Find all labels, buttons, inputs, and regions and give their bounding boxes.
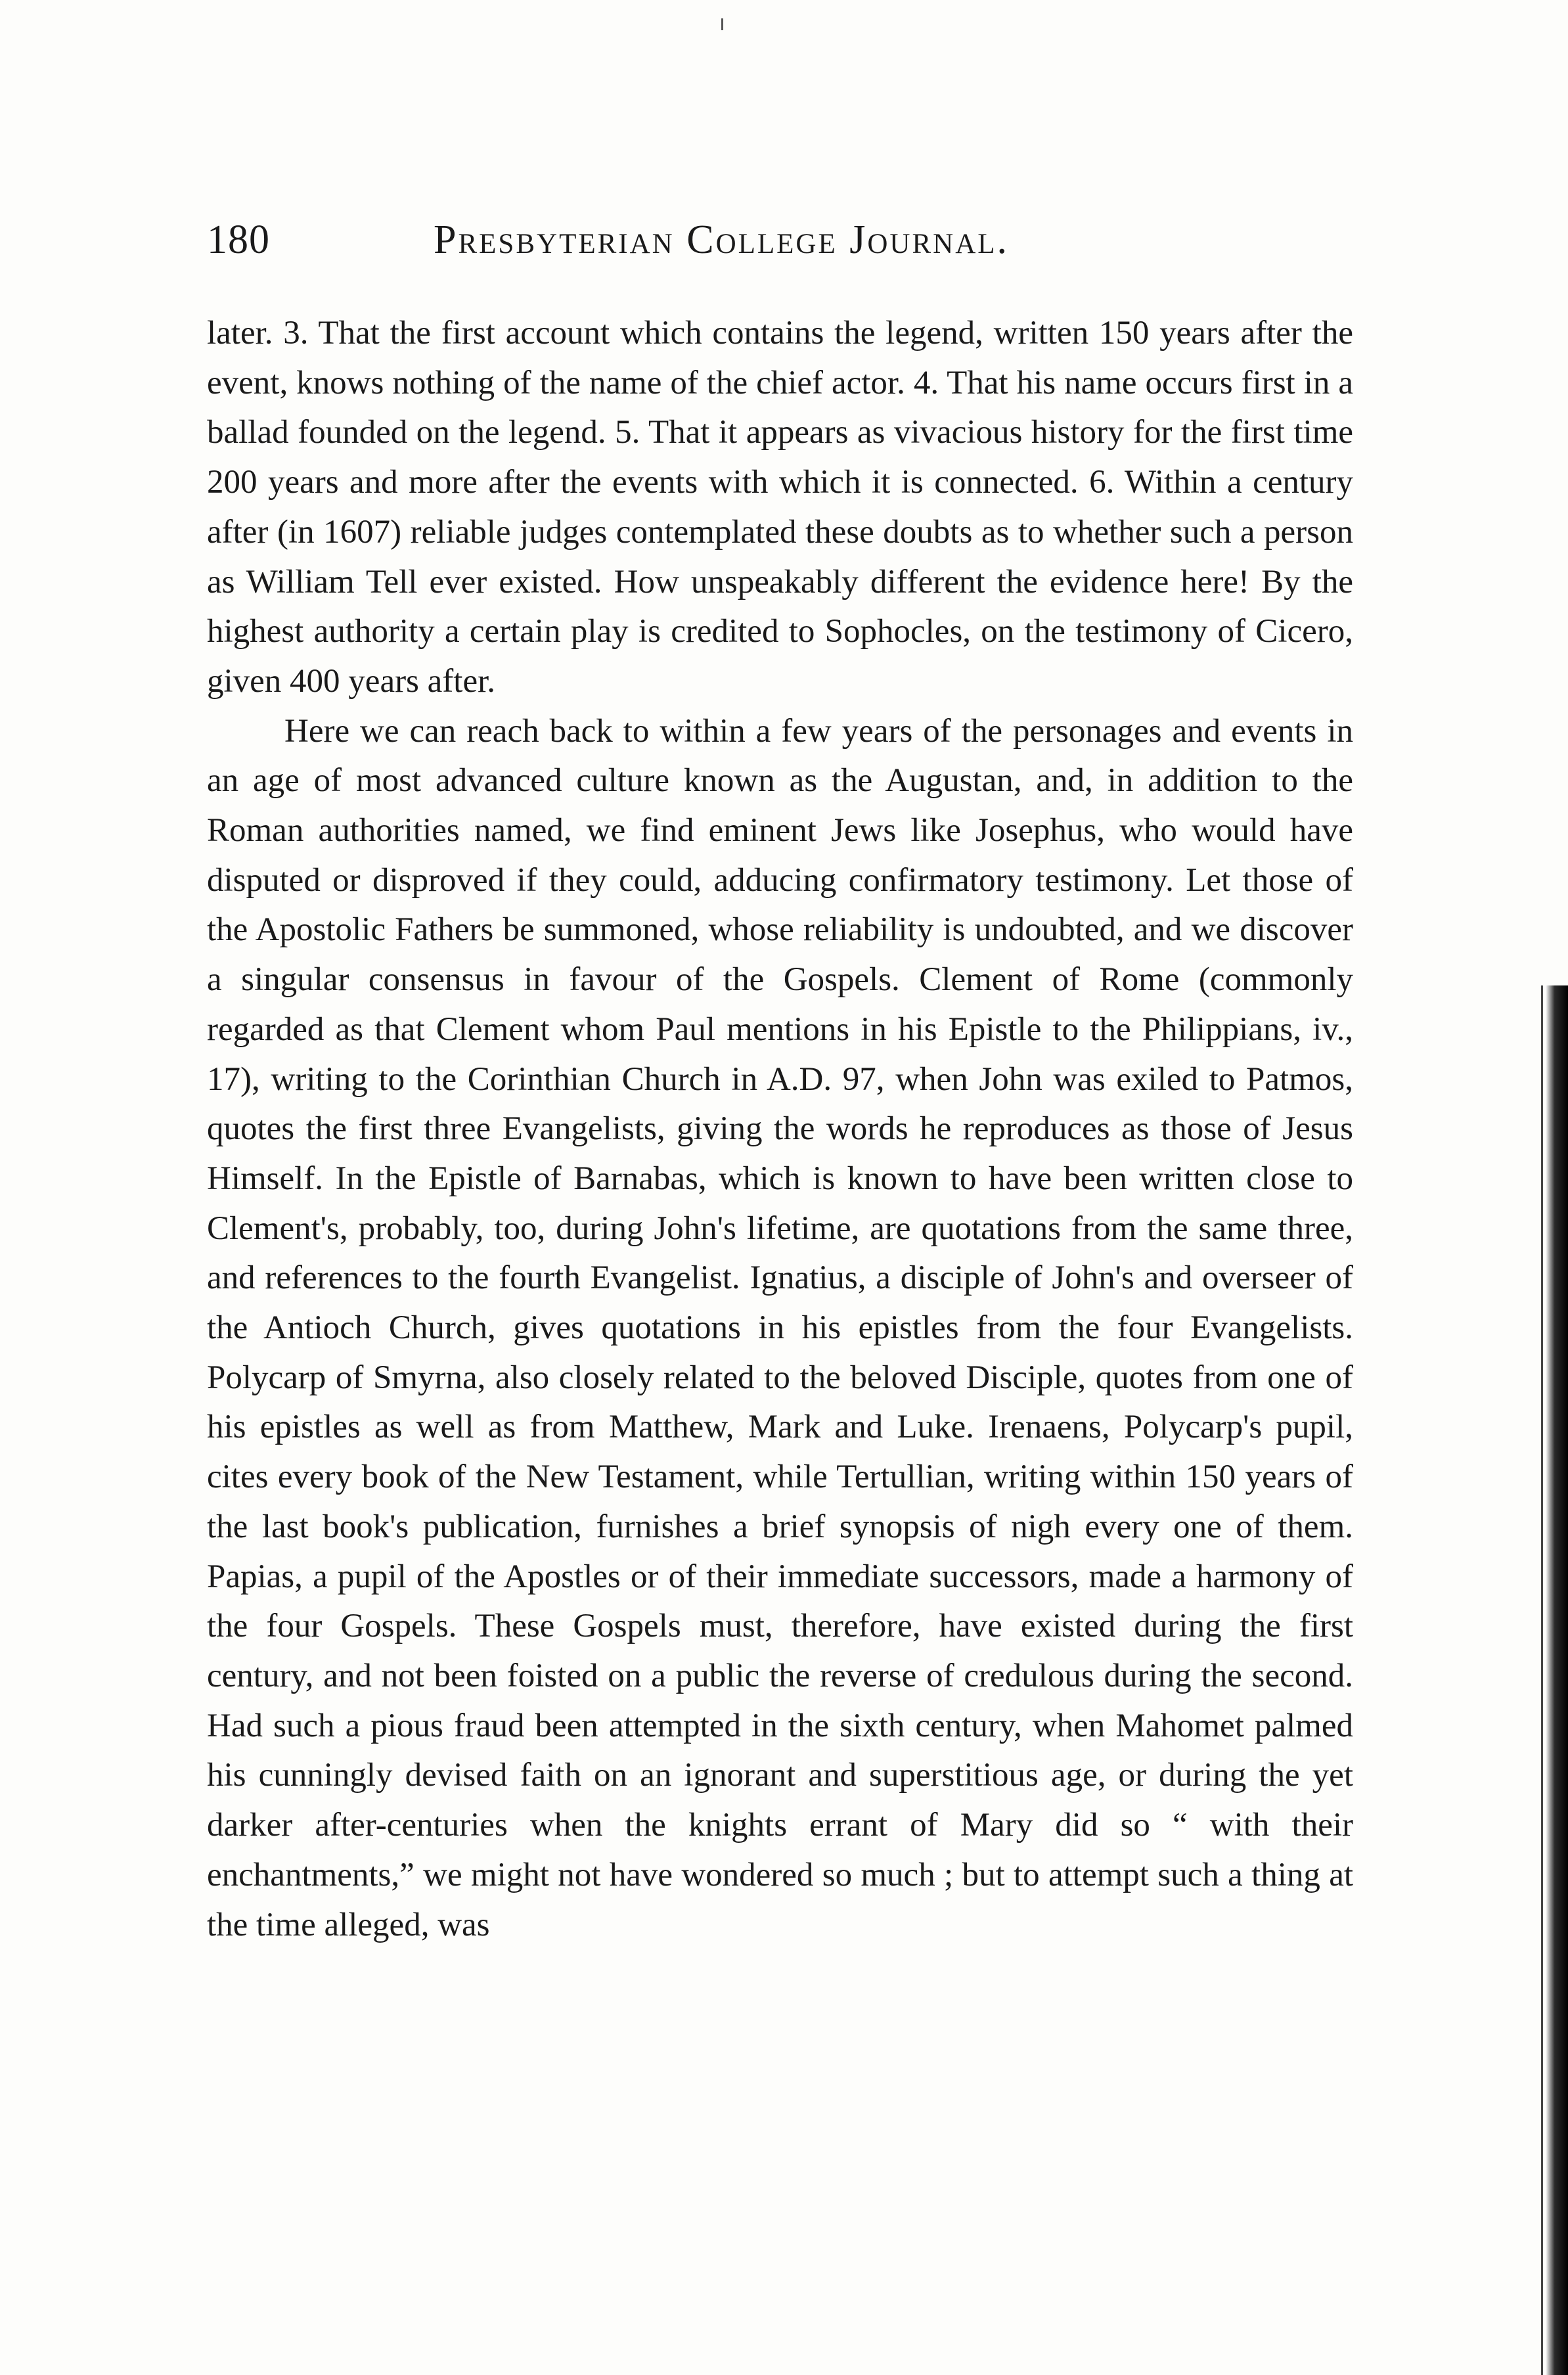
scan-edge-line — [1541, 985, 1543, 2375]
running-header — [207, 210, 1363, 269]
journal-title: Presbyterian College Journal. — [434, 217, 1010, 262]
scan-edge-shadow — [1546, 985, 1568, 2375]
page-number: 180 — [207, 217, 270, 262]
body-text — [207, 309, 1353, 1950]
scan-mark — [721, 18, 723, 30]
paragraph-1: later. 3. That the first account which contains the legend, written 150 years after the event, knows nothing of the name of the chief actor. 4. That his name occurs first in a ballad founded on the legend. 5. That it appears as vivacious history for the first time 200 years and more after the events with which it is connected. 6. Within a century after (in 1607) reliable judges contemplated these doubts as to whether such a person as William Tell ever existed. How unspeakably different the evidence here! By the highest authority a certain play is credited to Sophocles, on the testimony of Cicero, given 400 years after. — [207, 315, 1353, 700]
paragraph-2: Here we can reach back to within a few years of the personages and events in an age of most advanced culture known as the Augustan, and, in addition to the Roman authorities named, we find eminent Jews like Josephus, who would have disputed or disproved if they could, adducing confirmatory testimony. Let those of the Apostolic Fathers be summoned, whose reliability is undoubted, and we discover a singular consensus in favour of the Gospels. Clement of Rome (commonly regarded as that Clement whom Paul mentions in his Epistle to the Philippians, iv., 17), writing to the Corinthian Church in A.D. 97, when John was exiled to Patmos, quotes the first three Evangelists, giving the words he reproduces as those of Jesus Himself. In the Epistle of Barnabas, which is known to have been written close to Clement's, probably, too, during John's lifetime, are quotations from the same three, and references to the fourth Evangelist. Ignatius, a disciple of John's and overseer of the Antioch Church, gives quotations in his epistles from the four Evangelists. Polycarp of Smyrna, also closely related to the beloved Disciple, quotes from one of his epistles as well as from Matthew, Mark and Luke. Irenaens, Polycarp's pupil, cites every book of the New Testament, while Tertullian, writing within 150 years of the last book's publication, furnishes a brief synopsis of nigh every one of them. Papias, a pupil of the Apostles or of their immediate successors, made a harmony of the four Gospels. These Gospels must, therefore, have existed during the first century, and not been foisted on a public the reverse of credulous during the second. Had such a pious fraud been attempted in the sixth century, when Mahomet palmed his cunningly devised faith on an ignorant and superstitious age, or during the yet darker after-centuries when the knights errant of Mary did so “ with their enchantments,” we might not have wondered so much ; but to attempt such a thing at the time alleged, was — [207, 712, 1353, 1943]
